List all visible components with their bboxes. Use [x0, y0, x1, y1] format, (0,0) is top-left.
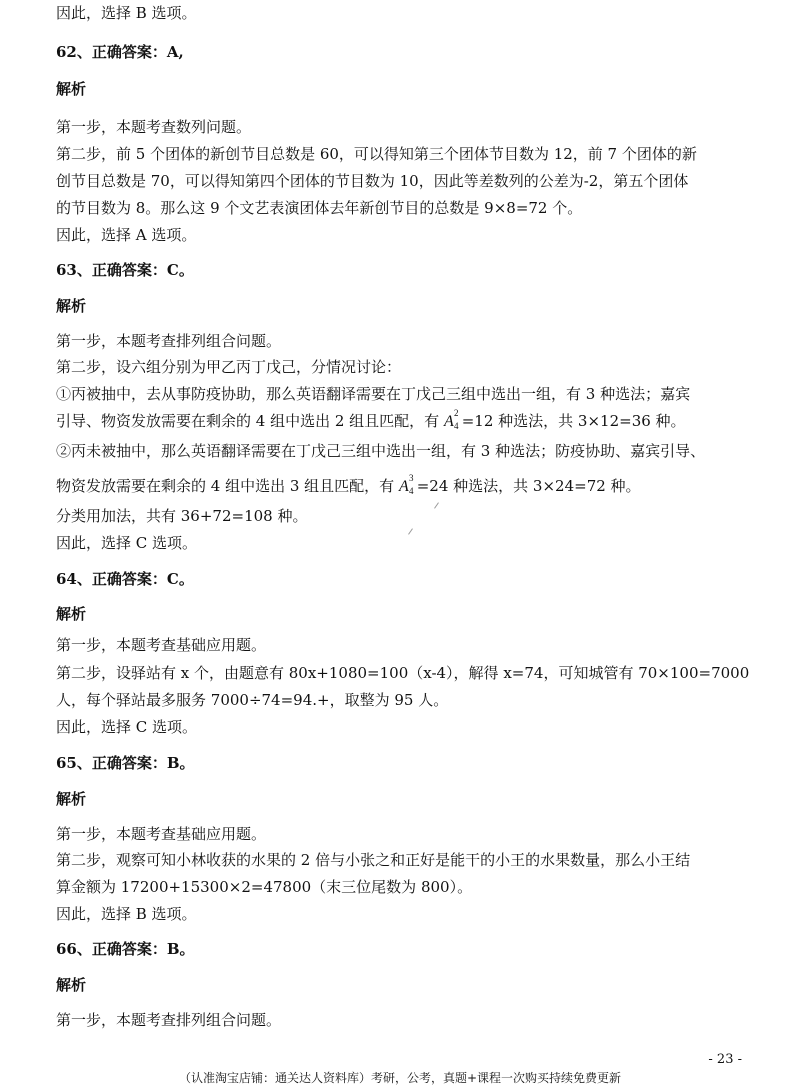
- permutation-formula: A 3 4: [398, 473, 414, 496]
- analysis-heading-62: 解析: [56, 80, 87, 98]
- answer-header-66: 66、正确答案：B。: [56, 940, 195, 958]
- case-line: [56, 475, 641, 498]
- case-line: ①丙被抽中，去从事防疫协助，那么英语翻译需要在丁戊己三组中选出一组，有 3 种选法；嘉宾: [56, 385, 691, 403]
- conclusion-line: 因此，选择 C 选项。: [56, 534, 198, 552]
- analysis-heading-63: 解析: [56, 297, 87, 315]
- step-line: 第一步，本题考查排列组合问题。: [56, 332, 282, 350]
- step-line: 第二步，前 5 个团体的新创节目总数是 60，可以得知第三个团体节目数为 12，前 7 个团体的新: [56, 145, 697, 163]
- scan-mark: [408, 528, 413, 534]
- page-number: - 23 -: [708, 1052, 742, 1067]
- answer-header-64: 64、正确答案：C。: [56, 570, 194, 588]
- case-text: 引导、物资发放需要在剩余的 4 组中选出 2 组且匹配，有: [56, 412, 440, 430]
- step-line: 算金额为 17200+15300×2=47800（末三位尾数为 800）。: [56, 878, 473, 896]
- step-line: 第二步，设驿站有 x 个，由题意有 80x+1080=100（x-4），解得 x=74，可知城管有 70×100=7000: [56, 664, 750, 682]
- step-line: 创节目总数是 70，可以得知第四个团体的节目数为 10，因此等差数列的公差为-2，第五个团体: [56, 172, 689, 190]
- conclusion-line: 因此，选择 A 选项。: [56, 226, 197, 244]
- answer-header-63: 63、正确答案：C。: [56, 261, 194, 279]
- case-line: [56, 410, 686, 433]
- analysis-heading-64: 解析: [56, 605, 87, 623]
- step-line: 的节目数为 8。那么这 9 个文艺表演团体去年新创节目的总数是 9×8=72 个。: [56, 199, 583, 217]
- footer-note: （认准淘宝店铺：通关达人资料库）考研，公考，真题+课程一次购买持续免费更新: [178, 1071, 622, 1085]
- permutation-formula: A 2 4: [443, 408, 459, 431]
- conclusion-line: 因此，选择 B 选项。: [56, 4, 197, 22]
- step-line: 分类用加法，共有 36+72=108 种。: [56, 507, 308, 525]
- answer-header-62: 62、正确答案：A,: [56, 43, 184, 61]
- step-line: 第二步，设六组分别为甲乙丙丁戊己，分情况讨论：: [56, 358, 402, 376]
- step-line: 第一步，本题考查基础应用题。: [56, 825, 267, 843]
- analysis-heading-66: 解析: [56, 976, 87, 994]
- case-text: =12 种选法，共 3×12=36 种。: [461, 412, 686, 430]
- step-line: 人，每个驿站最多服务 7000÷74=94.+，取整为 95 人。: [56, 691, 449, 709]
- conclusion-line: 因此，选择 C 选项。: [56, 718, 198, 736]
- step-line: 第一步，本题考查排列组合问题。: [56, 1011, 282, 1029]
- answer-header-65: 65、正确答案：B。: [56, 754, 195, 772]
- case-text: 物资发放需要在剩余的 4 组中选出 3 组且匹配，有: [56, 477, 395, 495]
- conclusion-line: 因此，选择 B 选项。: [56, 905, 197, 923]
- step-line: 第一步，本题考查基础应用题。: [56, 636, 267, 654]
- step-line: 第二步，观察可知小林收获的水果的 2 倍与小张之和正好是能干的小王的水果数量，那么小王结: [56, 851, 691, 869]
- scan-mark: [434, 502, 439, 508]
- analysis-heading-65: 解析: [56, 790, 87, 808]
- step-line: 第一步，本题考查数列问题。: [56, 118, 252, 136]
- case-text: =24 种选法，共 3×24=72 种。: [416, 477, 641, 495]
- case-line: ②丙未被抽中，那么英语翻译需要在丁戊己三组中选出一组，有 3 种选法；防疫协助、嘉宾引导、: [56, 442, 706, 460]
